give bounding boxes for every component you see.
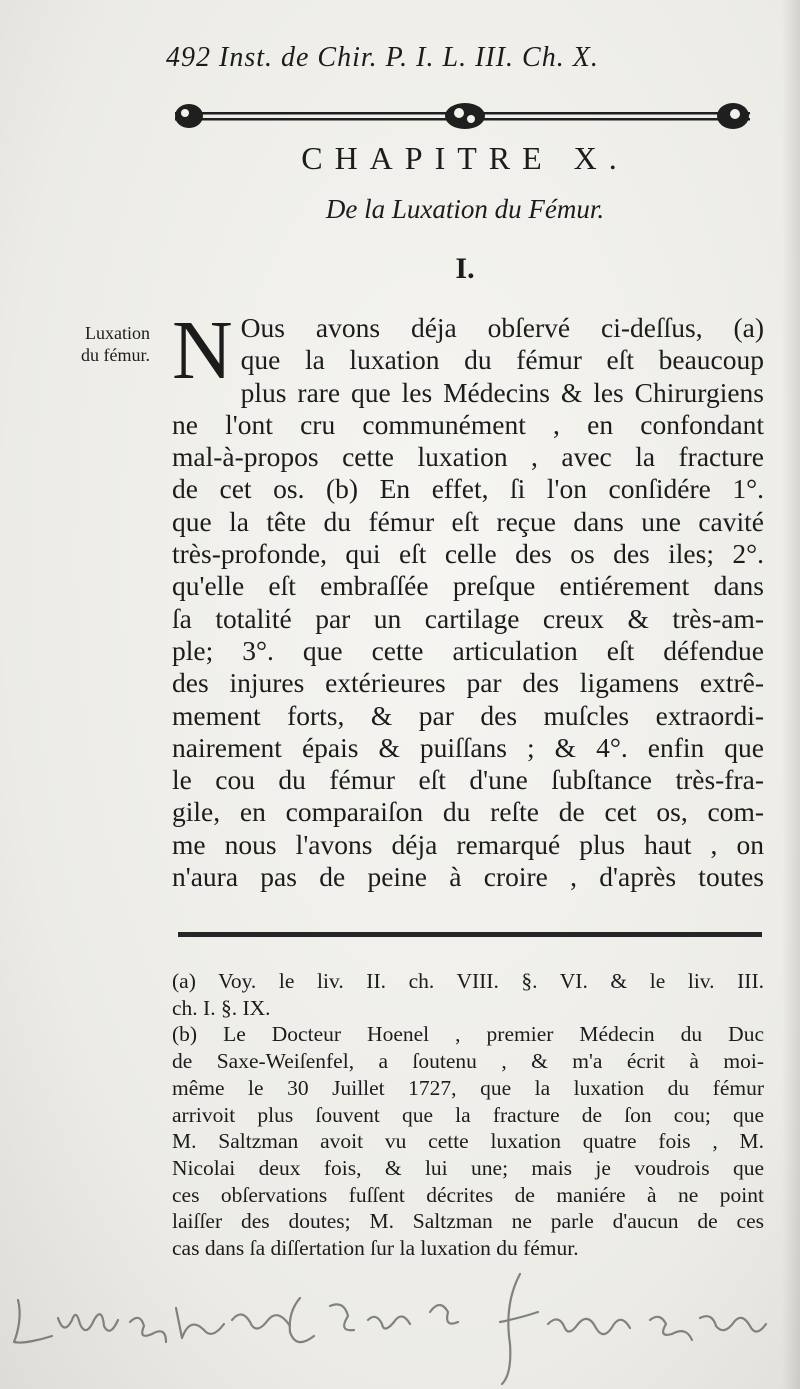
decorative-ornament-band (175, 98, 750, 134)
footnote-line: (b) Le Docteur Hoenel , premier Médecin du Duc (172, 1022, 764, 1047)
handwritten-annotation (0, 1260, 800, 1389)
footnotes (172, 968, 764, 1262)
body-line: que la luxation du fémur eſt beaucoup (240, 344, 764, 376)
footnote-rule (178, 932, 762, 937)
footnote-line: laiſſer des doutes; M. Saltzman ne parle d'aucun de ces (172, 1209, 764, 1234)
body-line: ſa totalité par un cartilage creux & très-am- (172, 602, 764, 634)
body-line: Ous avons déja obſervé ci-deſſus, (a) (240, 312, 764, 343)
body-line: très-profonde, qui eſt celle des os des iles; 2°. (172, 538, 764, 570)
margin-note-line1: Luxation (85, 323, 150, 343)
body-line: mal-à-propos cette luxation , avec la fracture (172, 441, 764, 473)
chapter-subtitle: De la Luxation du Fémur. (325, 194, 605, 224)
body-line: me nous l'avons déja remarqué plus haut , on (172, 828, 764, 860)
body-line: que la tête du fémur eſt reçue dans une cavité (172, 505, 764, 537)
body-line: nairement épais & puiſſans ; & 4°. enfin que (172, 731, 764, 763)
running-head: 492 Inst. de Chir. P. I. L. III. Ch. X. (166, 42, 599, 73)
body-line: de cet os. (b) En effet, ſi l'on conſidére 1°. (172, 473, 764, 505)
footnote-line: arrivoit plus ſouvent que la fracture de ſon cou; que (172, 1102, 764, 1127)
footnote-line: (a) Voy. le liv. II. ch. VIII. §. VI. & le liv. III. (172, 969, 764, 993)
body-line: qu'elle eſt embraſſée preſque entiérement dans (172, 570, 764, 602)
body-line: le cou du fémur eſt d'une ſubſtance très-fra- (172, 764, 764, 796)
body-line: ne l'ont cru communément , en confondant (172, 408, 764, 440)
body-text (172, 304, 764, 893)
page-edge-shadow (782, 0, 800, 1389)
footnote-line: de Saxe-Weiſenfel, a ſoutenu , & m'a écrit à moi- (172, 1049, 764, 1074)
drop-cap: N (172, 304, 233, 397)
footnote-line: ces obſervations fuſſent décrites de maniére à ne point (172, 1182, 764, 1207)
body-line: des injures extérieures par des ligamens extrê- (172, 667, 764, 699)
chapter-title: CHAPITRE X. (301, 140, 629, 176)
section-number: I. (455, 252, 475, 285)
body-line: n'aura pas de peine à croire , d'après toutes (172, 861, 764, 893)
footnote-line: cas dans ſa diſſertation ſur la luxation du fémur. (172, 1236, 579, 1261)
margin-note-line2: du fémur. (81, 345, 150, 365)
body-line: ple; 3°. que cette articulation eſt défendue (172, 634, 764, 666)
footnote-line: M. Saltzman avoit vu cette luxation quatre fois , M. (172, 1129, 764, 1154)
footnote-line: Nicolai deux fois, & lui une; mais je voudrois que (172, 1155, 764, 1180)
body-line: plus rare que les Médecins & les Chirurgiens (240, 376, 764, 408)
body-line: mement forts, & par des muſcles extraordi- (172, 699, 764, 731)
margin-note (40, 322, 150, 366)
footnote-line: même le 30 Juillet 1727, que la luxation du fémur (172, 1075, 764, 1100)
body-line: gile, en comparaiſon du reſte de cet os, com- (172, 796, 764, 828)
footnote-line: ch. I. §. IX. (172, 995, 271, 1020)
